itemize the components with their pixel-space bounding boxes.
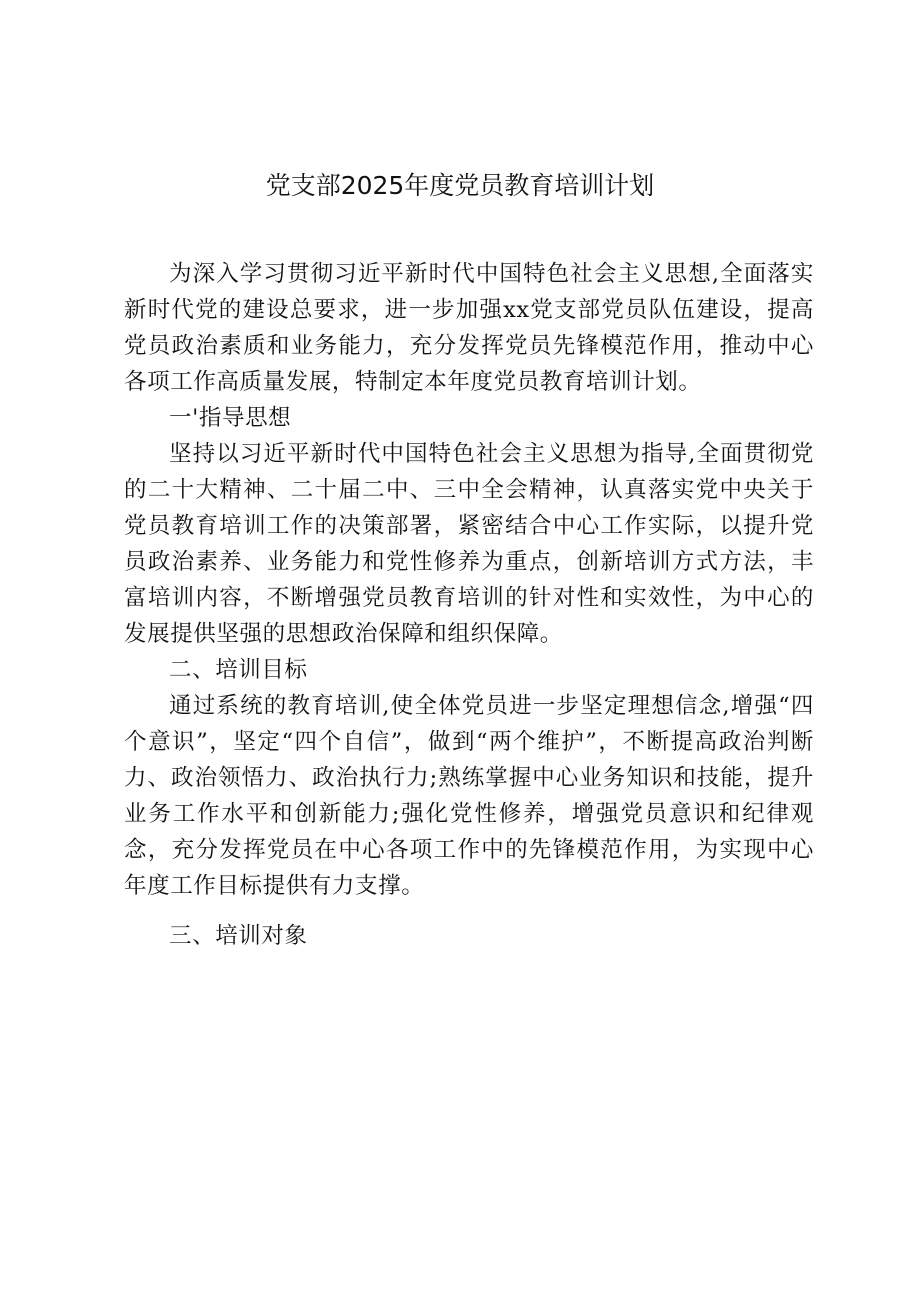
section-paragraph-guiding-thought: 坚持以习近平新时代中国特色社会主义思想为指导,全面贯彻党的二十大精神、二十届二中、三中全会精神，认真落实党中央关于党员教育培训工作的决策部署，紧密结合中心工作实际，以提升党员政治素养、业务能力和党性修养为重点，创新培训方式方法，丰富培训内容，不断增强党员教育培训的针对性和实效性，为中心的发展提供坚强的思想政治保障和组织保障。 [124, 441, 814, 647]
section-heading-training-targets: 三、培训对象 [169, 923, 308, 949]
section-heading-guiding-thought: 一'指导思想 [169, 405, 292, 431]
document-body [124, 256, 814, 954]
section-heading-training-goals: 二、培训目标 [169, 657, 308, 683]
document-title: 党支部2025年度党员教育培训计划 [265, 171, 655, 200]
section-paragraph-training-goals: 通过系统的教育培训,使全体党员进一步坚定理想信念,增强“四个意识”，坚定“四个自信”，做到“两个维护”，不断提高政治判断力、政治领悟力、政治执行力;熟练掌握中心业务知识和技能，提升业务工作水平和创新能力;强化党性修养，增强党员意识和纪律观念，充分发挥党员在中心各项工作中的先锋模范作用，为实现中心年度工作目标提供有力支撑。 [124, 693, 814, 899]
intro-paragraph: 为深入学习贯彻习近平新时代中国特色社会主义思想,全面落实新时代党的建设总要求，进一步加强xx党支部党员队伍建设，提高党员政治素质和业务能力，充分发挥党员先锋模范作用，推动中心各项工作高质量发展，特制定本年度党员教育培训计划。 [124, 261, 814, 395]
